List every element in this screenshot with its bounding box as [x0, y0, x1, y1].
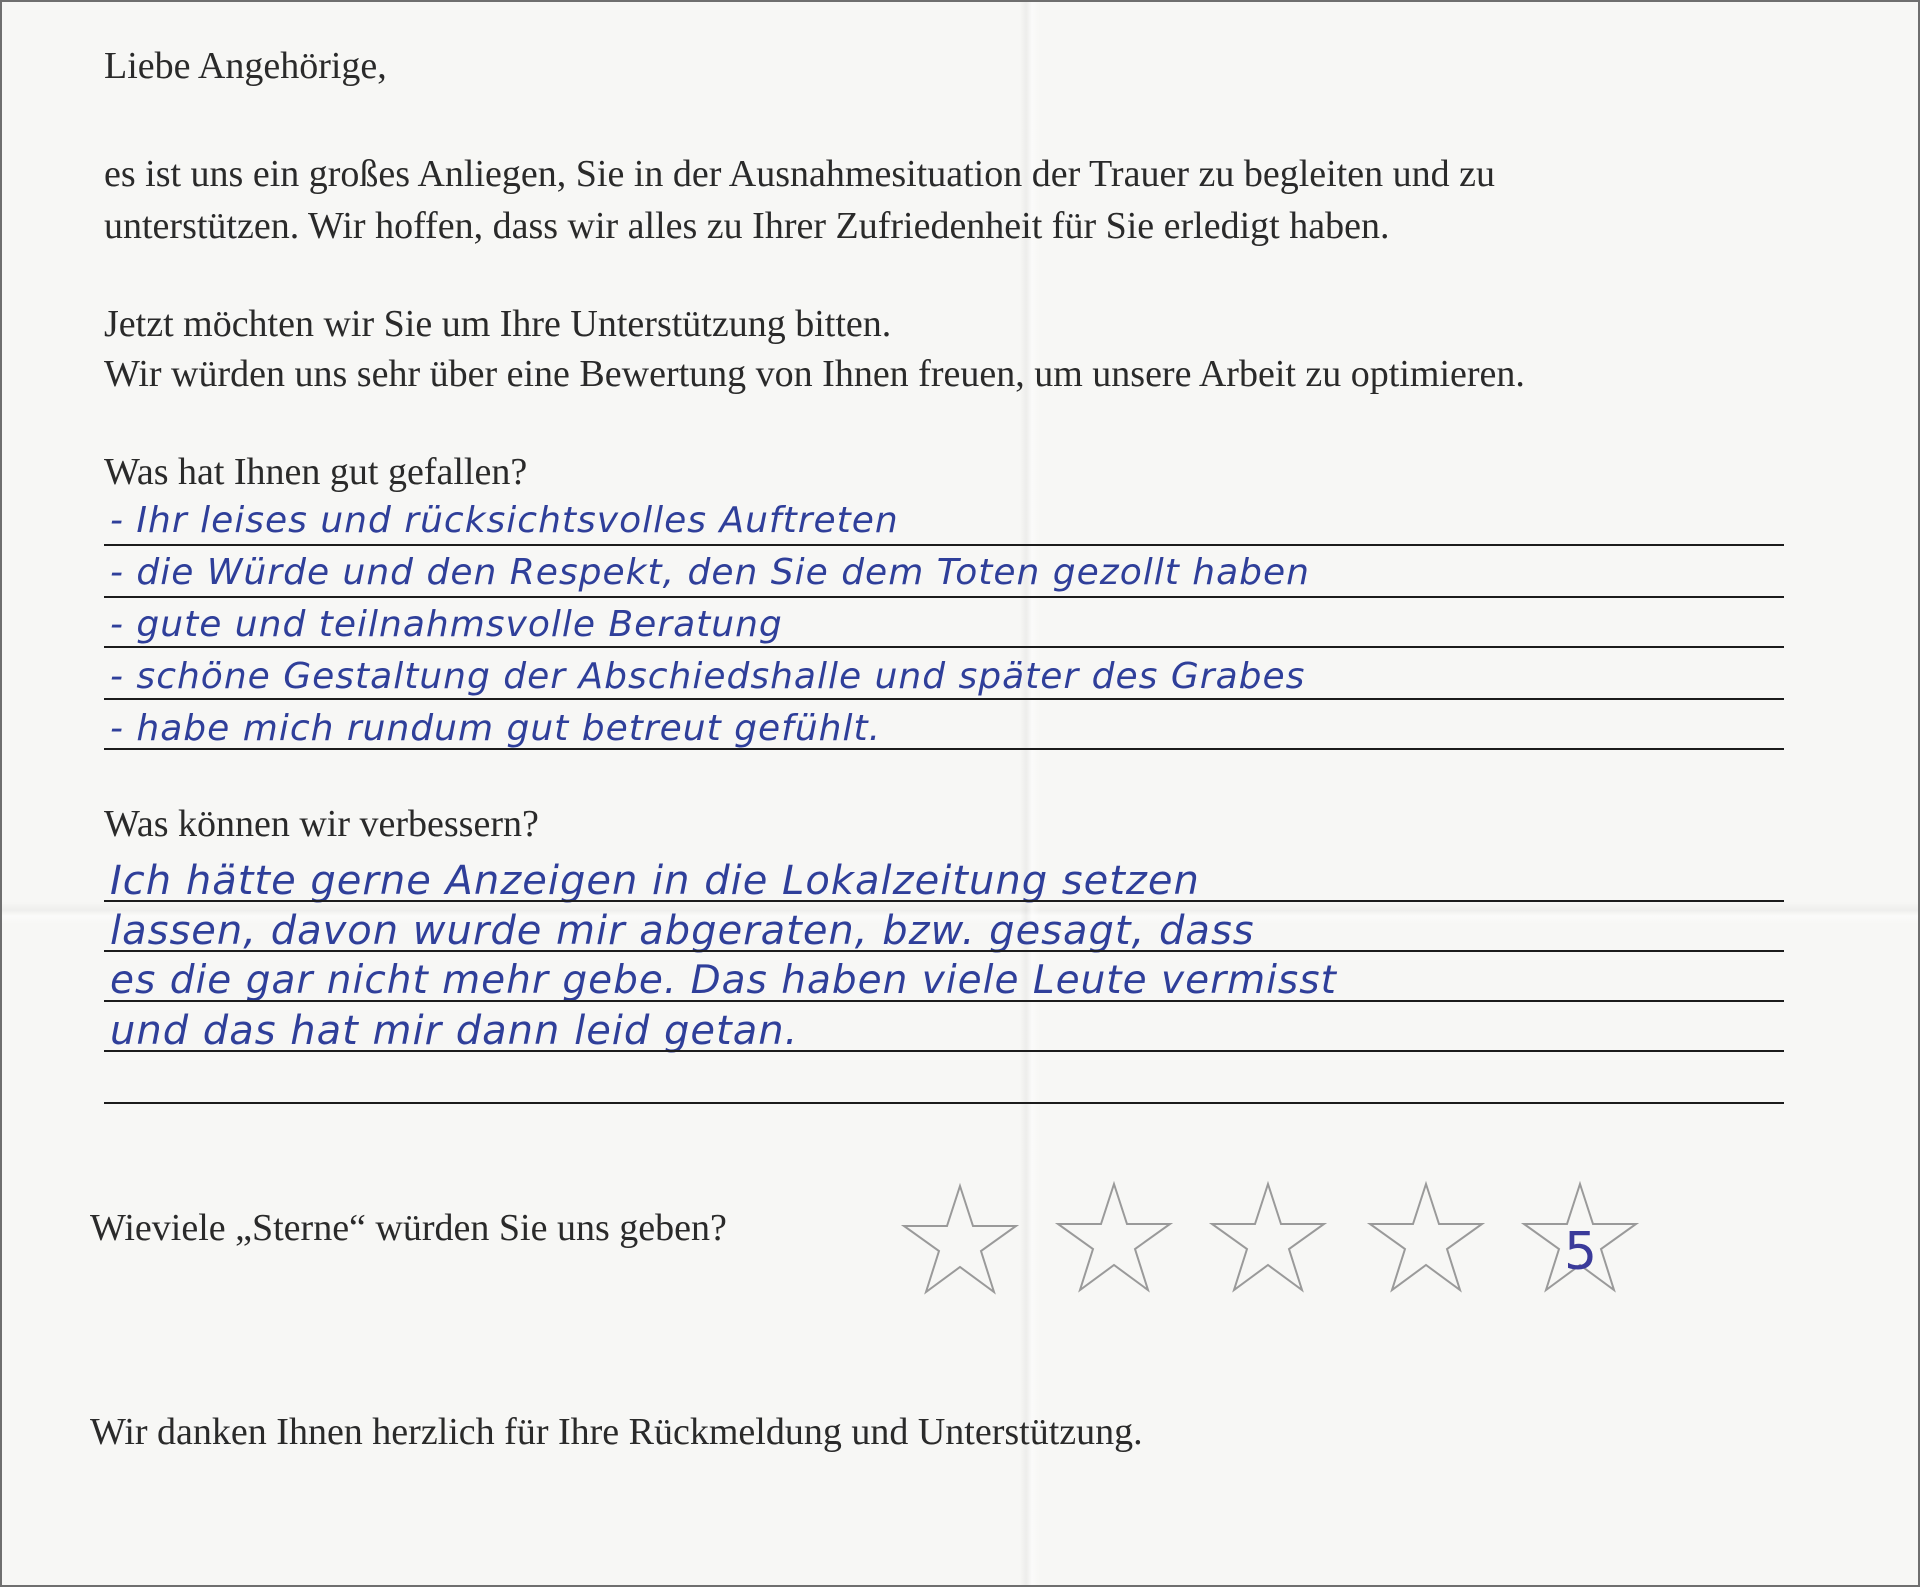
- answer-improve-line: und das hat mir dann leid getan.: [110, 1008, 799, 1054]
- answer-rule: [104, 1000, 1784, 1002]
- request-paragraph-line-2: Wir würden uns sehr über eine Bewertung von Ihnen freuen, um unsere Arbeit zu optimieren.: [104, 353, 1525, 395]
- answer-improve-line: es die gar nicht mehr gebe. Das haben viele Leute vermisst: [110, 958, 1337, 1003]
- answer-rule: [104, 698, 1784, 700]
- answer-improve-line: Ich hätte gerne Anzeigen in die Lokalzeitung setzen: [110, 858, 1200, 904]
- answer-rule: [104, 950, 1784, 952]
- star-outline-icon: [1208, 1180, 1328, 1295]
- question-stars: Wieviele „Sterne“ würden Sie uns geben?: [90, 1207, 727, 1249]
- star-outline-icon: [1054, 1180, 1174, 1295]
- question-improve: Was können wir verbessern?: [104, 803, 539, 845]
- answer-liked-line: - gute und teilnahmsvolle Beratung: [110, 604, 783, 645]
- answer-rule: [104, 596, 1784, 598]
- request-paragraph-line-1: Jetzt möchten wir Sie um Ihre Unterstützung bitten.: [104, 303, 892, 345]
- answer-liked-line: - Ihr leises und rücksichtsvolles Auftreten: [110, 500, 899, 541]
- answer-rule: [104, 1102, 1784, 1104]
- answer-improve-line: lassen, davon wurde mir abgeraten, bzw. gesagt, dass: [110, 908, 1255, 954]
- question-liked: Was hat Ihnen gut gefallen?: [104, 451, 528, 493]
- intro-paragraph-line-2: unterstützen. Wir hoffen, dass wir alles zu Ihrer Zufriedenheit für Sie erledigt haben.: [104, 205, 1390, 247]
- answer-rule: [104, 646, 1784, 648]
- answer-rule: [104, 544, 1784, 546]
- intro-paragraph-line-1: es ist uns ein großes Anliegen, Sie in der Ausnahmesituation der Trauer zu begleiten und zu: [104, 153, 1495, 195]
- answer-rule: [104, 748, 1784, 750]
- answer-rule: [104, 900, 1784, 902]
- salutation: Liebe Angehörige,: [104, 45, 387, 87]
- answer-liked-line: - die Würde und den Respekt, den Sie dem Toten gezollt haben: [110, 552, 1310, 593]
- star-outline-icon: [900, 1182, 1020, 1297]
- answer-liked-line: - habe mich rundum gut betreut gefühlt.: [110, 708, 882, 749]
- star-outline-icon: [1366, 1180, 1486, 1295]
- answer-rule: [104, 1050, 1784, 1052]
- closing-line: Wir danken Ihnen herzlich für Ihre Rückmeldung und Unterstützung.: [90, 1411, 1143, 1453]
- handwritten-star-count: 5: [1564, 1222, 1598, 1282]
- answer-liked-line: - schöne Gestaltung der Abschiedshalle und später des Grabes: [110, 656, 1306, 697]
